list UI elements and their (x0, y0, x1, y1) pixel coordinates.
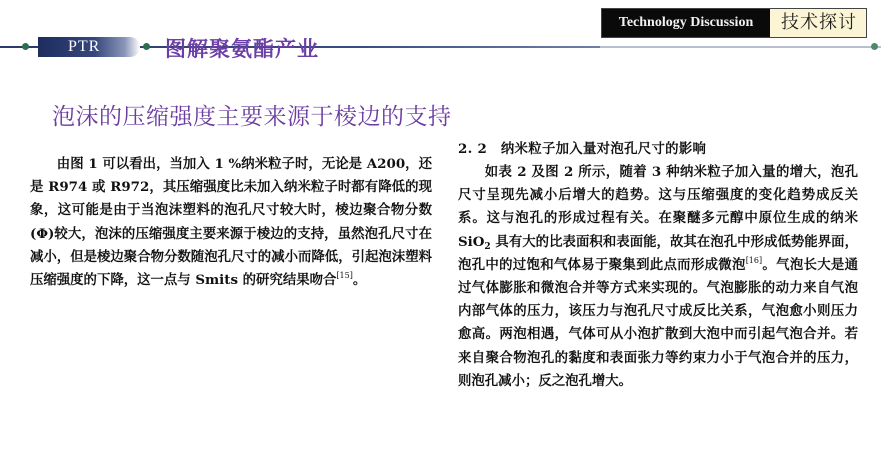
right-column (458, 138, 858, 393)
citation-ref: [16] (745, 255, 763, 265)
right-paragraph (458, 161, 858, 393)
right-paragraph-text-3: 。气泡长大是通过气体膨胀和微泡合并等方式来实现的。气泡膨胀的动力来自气泡内部气体的压力，该压力与泡孔尺寸成反比关系，气泡愈小则压力愈高。两泡相遇，气体可从小泡扩散到大泡中而引起气泡合并。若来自聚合物泡孔的黏度和表面张力等约束力小于气泡合并的压力，则泡孔减小；反之泡孔增大。 (458, 256, 859, 389)
bullet-dot-icon (22, 43, 29, 50)
category-label-en: Technology Discussion (602, 9, 770, 37)
bullet-dot-icon (143, 43, 150, 50)
ptr-label: PTR (68, 38, 101, 55)
section-title: 图解聚氨酯产业 (165, 37, 319, 61)
bullet-dot-icon (871, 43, 878, 50)
left-paragraph-text: 由图 1 可以看出，当加入 1 %纳米粒子时，无论是 A200，还是 R974 或 R972，其压缩强度比未加入纳米粒子时都有降低的现象，这可能是由于当泡沫塑料的泡孔尺寸较大时，棱边聚合物分数(Φ)较大，泡沫的压缩强度主要来源于棱边的支持，虽然泡孔尺寸在减小，但是棱边聚合物分数随泡孔尺寸的减小而降低，引起泡沫塑料压缩强度的下降，这一点与 Smits 的研究结果吻合 (30, 156, 432, 289)
left-paragraph-end: 。 (352, 272, 367, 289)
category-badge (601, 8, 867, 38)
article-headline: 泡沫的压缩强度主要来源于棱边的支持 (52, 104, 452, 130)
citation-ref: [15] (336, 271, 353, 281)
category-label-cn: 技术探讨 (781, 12, 857, 33)
header-band (0, 0, 881, 90)
left-paragraph (30, 153, 432, 292)
subsection-heading: 2. 2 纳米粒子加入量对泡孔尺寸的影响 (458, 141, 707, 157)
subscript: 2 (484, 241, 491, 252)
header-rule-light (600, 46, 881, 48)
right-paragraph-text-1: 如表 2 及图 2 所示，随着 3 种纳米粒子加入量的增大，泡孔尺寸呈现先减小后增大的趋势。这与压缩强度的变化趋势成反关系。这与泡孔的形成过程有关。在聚醚多元醇中原位生成的纳米 SiO (458, 164, 858, 250)
right-paragraph-text-2: 具有大的比表面积和表面能，故其在泡孔中形成低势能界面，泡孔中的过饱和气体易于聚集到此点而形成微泡 (458, 233, 858, 273)
